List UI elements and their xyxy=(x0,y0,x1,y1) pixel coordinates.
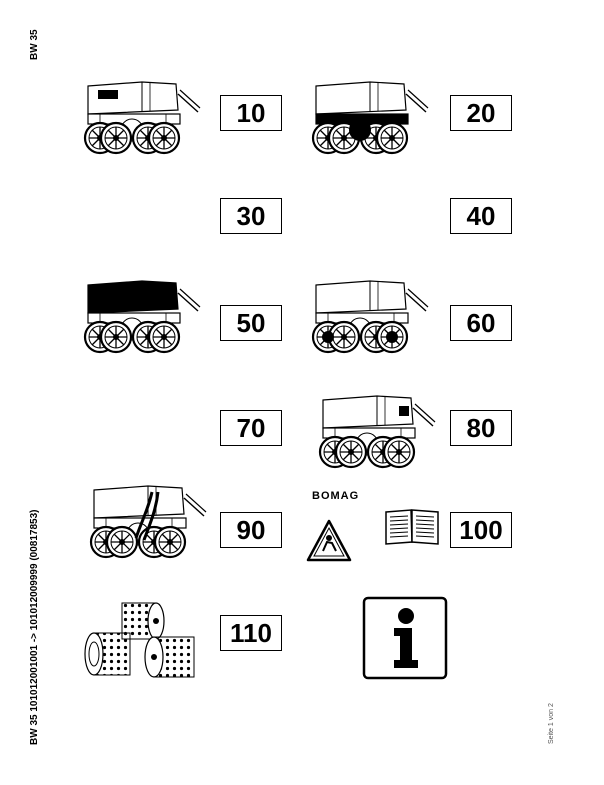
bomag-logo: BOMAG xyxy=(312,490,360,502)
roller-hood-highlighted-icon xyxy=(80,275,210,365)
padfoot-drums-icon xyxy=(80,595,210,687)
group-20-button[interactable]: 20 xyxy=(450,95,512,131)
roller-hydraulics-icon xyxy=(86,480,216,570)
manual-book-icon xyxy=(383,506,441,546)
group-60-button[interactable]: 60 xyxy=(450,305,512,341)
group-50-button[interactable]: 50 xyxy=(220,305,282,341)
group-110-button[interactable]: 110 xyxy=(220,615,282,651)
group-40-button[interactable]: 40 xyxy=(450,198,512,234)
group-80-button[interactable]: 80 xyxy=(450,410,512,446)
group-70-button[interactable]: 70 xyxy=(220,410,282,446)
roller-chassis-highlighted-icon xyxy=(308,76,438,166)
roller-drums-highlighted-icon xyxy=(308,275,438,365)
serial-range-label: BW 35 101012001001 -> 101012009999 (00817853) xyxy=(29,509,40,745)
group-100-button[interactable]: 100 xyxy=(450,512,512,548)
roller-control-highlighted-icon xyxy=(315,390,445,480)
document-model-label: BW 35 xyxy=(29,29,40,60)
group-10-button[interactable]: 10 xyxy=(220,95,282,131)
page-number-label: Seite 1 von 2 xyxy=(548,703,555,744)
group-30-button[interactable]: 30 xyxy=(220,198,282,234)
warning-sign-icon xyxy=(305,518,353,564)
group-90-button[interactable]: 90 xyxy=(220,512,282,548)
roller-machine-icon xyxy=(80,76,210,166)
info-icon[interactable] xyxy=(362,596,448,680)
